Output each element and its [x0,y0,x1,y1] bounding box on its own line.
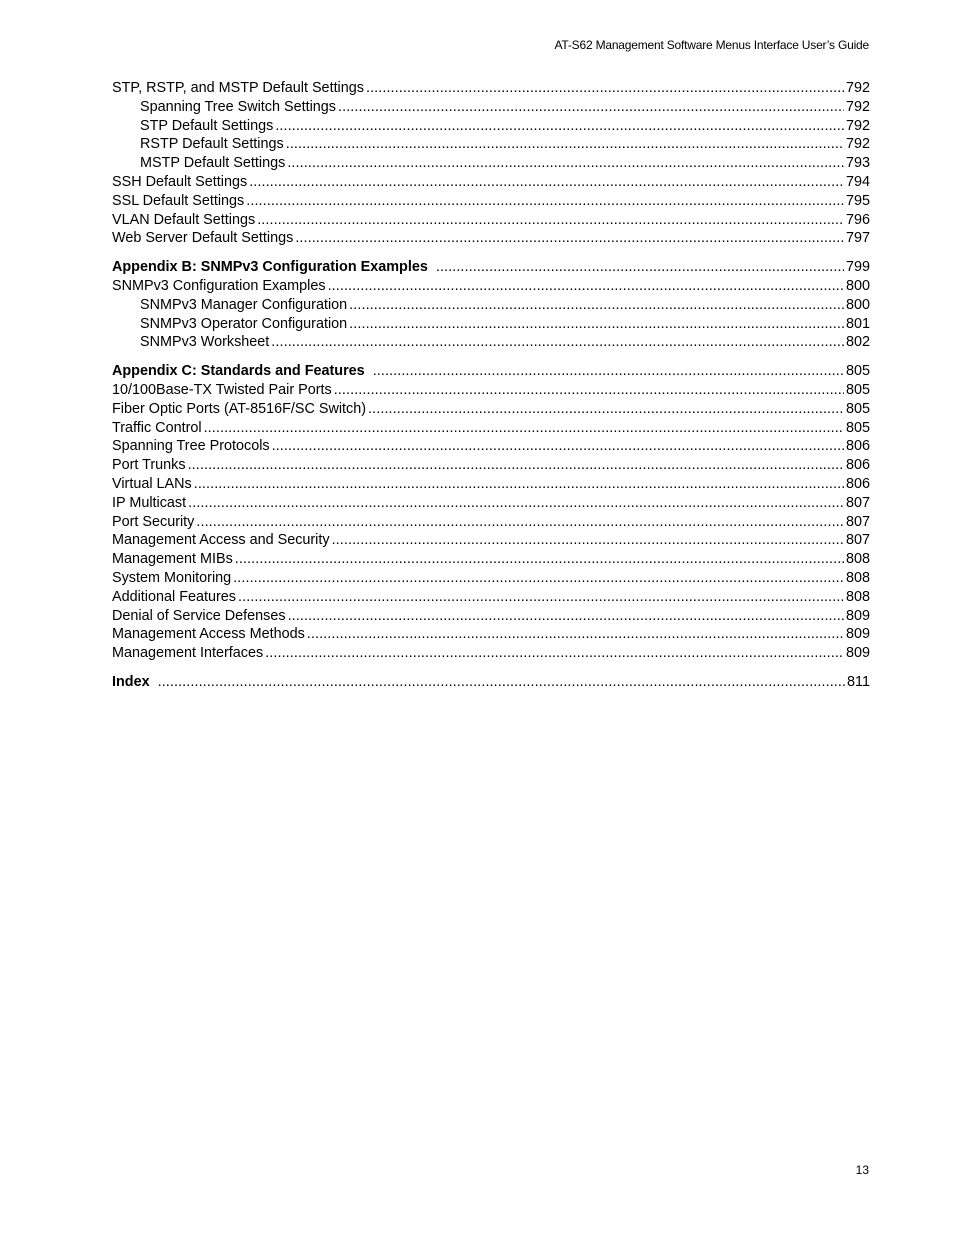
toc-entry-title: Spanning Tree Protocols [112,438,270,455]
toc-entry-title: Management Interfaces [112,645,264,662]
toc-entry[interactable] [112,550,870,569]
dot-leader [271,333,844,352]
toc-entry-page: 797 [845,230,870,247]
dot-leader [332,531,844,550]
dot-leader [368,400,844,419]
toc-entry-title: Management MIBs [112,551,233,568]
dot-leader [196,513,844,532]
dot-leader [238,588,844,607]
toc-entry-page: 799 [845,259,870,276]
toc-entry-title: Traffic Control [112,419,202,436]
toc-entry[interactable] [112,258,870,277]
toc-entry-title: STP Default Settings [140,117,274,134]
toc-entry-page: 805 [845,400,870,417]
toc-entry-title: 10/100Base-TX Twisted Pair Ports [112,381,332,398]
toc-entry-title: Web Server Default Settings [112,230,294,247]
toc-entry-page: 808 [845,588,870,605]
toc-entry[interactable] [112,400,870,419]
toc-entry[interactable] [112,569,870,588]
toc-entry-page: 808 [845,569,870,586]
dot-leader [233,569,844,588]
toc-entry-page: 793 [845,155,870,172]
toc-entry[interactable] [112,79,870,98]
toc-entry[interactable] [112,625,870,644]
toc-entry[interactable] [112,475,870,494]
dot-leader [287,154,844,173]
toc-entry-page: 809 [845,645,870,662]
toc-entry-page: 806 [845,475,870,492]
toc-entry[interactable] [112,607,870,626]
toc-section [112,362,870,663]
toc-entry-title: SNMPv3 Manager Configuration [140,296,348,313]
toc-section [112,258,870,352]
dot-leader [204,419,844,438]
toc-entry-title: Port Trunks [112,457,186,474]
toc-entry-title: SSL Default Settings [112,192,245,209]
dot-leader [295,229,844,248]
toc-entry-page: 792 [845,136,870,153]
toc-entry-title: MSTP Default Settings [140,155,286,172]
dot-leader [188,494,844,513]
toc-section [112,673,870,692]
toc-entry-title: SNMPv3 Worksheet [140,334,270,351]
toc-entry-title: Management Access Methods [112,626,305,643]
dot-leader [286,135,844,154]
dot-leader [307,625,844,644]
toc-section [112,79,870,248]
toc-entry-title: STP, RSTP, and MSTP Default Settings [112,80,364,96]
dot-leader [366,79,844,98]
dot-leader [349,296,844,315]
dot-leader [349,315,844,334]
dot-leader [288,607,844,626]
toc-entry-title: Spanning Tree Switch Settings [140,98,336,115]
toc-entry-page: 792 [845,80,870,96]
toc-entry[interactable] [112,531,870,550]
toc-entry-title: Denial of Service Defenses [112,607,286,624]
dot-leader [188,456,844,475]
toc-entry-page: 792 [845,98,870,115]
toc-entry-page: 805 [845,363,870,380]
toc-entry-page: 802 [845,334,870,351]
dot-leader [235,550,844,569]
toc-entry-title: SSH Default Settings [112,173,248,190]
toc-entry-page: 807 [845,494,870,511]
dot-leader [265,644,844,663]
toc-entry[interactable] [112,154,870,173]
toc-entry[interactable] [112,673,870,692]
dot-leader [194,475,844,494]
toc-entry-page: 805 [845,419,870,436]
running-header: AT-S62 Management Software Menus Interface User’s Guide [554,38,869,52]
toc-entry-title: Appendix C: Standards and Features [112,363,365,380]
toc-entry[interactable] [112,419,870,438]
dot-leader [275,117,844,136]
toc-entry[interactable] [112,494,870,513]
toc-entry[interactable] [112,362,870,381]
toc-entry-page: 808 [845,551,870,568]
toc-entry[interactable] [112,456,870,475]
dot-leader [246,192,844,211]
dot-leader [272,437,844,456]
toc-entry-title: Port Security [112,513,195,530]
toc-entry[interactable] [112,296,870,315]
toc-entry-title: Appendix B: SNMPv3 Configuration Examples [112,259,428,276]
dot-leader [436,258,844,277]
toc-entry-title: RSTP Default Settings [140,136,284,153]
table-of-contents [112,79,870,702]
dot-leader [373,362,844,381]
toc-entry[interactable] [112,513,870,532]
toc-entry-page: 800 [845,296,870,313]
dot-leader [328,277,844,296]
toc-entry-page: 801 [845,315,870,332]
toc-entry-title: SNMPv3 Operator Configuration [140,315,348,332]
toc-entry[interactable] [112,333,870,352]
dot-leader [334,381,844,400]
toc-entry-page: 806 [845,457,870,474]
toc-entry[interactable] [112,229,870,248]
toc-entry[interactable] [112,173,870,192]
toc-entry-page: 809 [845,607,870,624]
toc-entry[interactable] [112,277,870,296]
toc-entry[interactable] [112,644,870,663]
toc-entry-title: SNMPv3 Configuration Examples [112,277,326,294]
dot-leader [338,98,844,117]
toc-entry-page: 807 [845,513,870,530]
toc-entry-title: Virtual LANs [112,475,192,492]
toc-entry-page: 805 [845,381,870,398]
toc-entry-title: Index [112,673,150,690]
toc-entry-page: 796 [845,211,870,228]
toc-entry-page: 806 [845,438,870,455]
toc-entry-title: VLAN Default Settings [112,211,256,228]
toc-entry-title: IP Multicast [112,494,187,511]
toc-entry-title: System Monitoring [112,569,232,586]
toc-entry[interactable] [112,437,870,456]
toc-entry-title: Additional Features [112,588,236,605]
toc-entry-title: Fiber Optic Ports (AT-8516F/SC Switch) [112,400,367,417]
toc-entry[interactable] [112,98,870,117]
dot-leader [249,173,844,192]
toc-entry-page: 794 [845,173,870,190]
toc-entry-page: 795 [845,192,870,209]
toc-entry[interactable] [112,192,870,211]
toc-entry-page: 807 [845,532,870,549]
toc-entry[interactable] [112,315,870,334]
dot-leader [257,211,844,230]
toc-entry-page: 800 [845,277,870,294]
toc-entry[interactable] [112,135,870,154]
toc-entry-page: 811 [847,673,870,690]
toc-entry-page: 809 [845,626,870,643]
page-number: 13 [855,1163,869,1177]
dot-leader [158,673,845,692]
toc-entry[interactable] [112,211,870,230]
toc-entry-title: Management Access and Security [112,532,330,549]
toc-entry[interactable] [112,588,870,607]
toc-entry[interactable] [112,117,870,136]
toc-entry-page: 792 [845,117,870,134]
toc-entry[interactable] [112,381,870,400]
